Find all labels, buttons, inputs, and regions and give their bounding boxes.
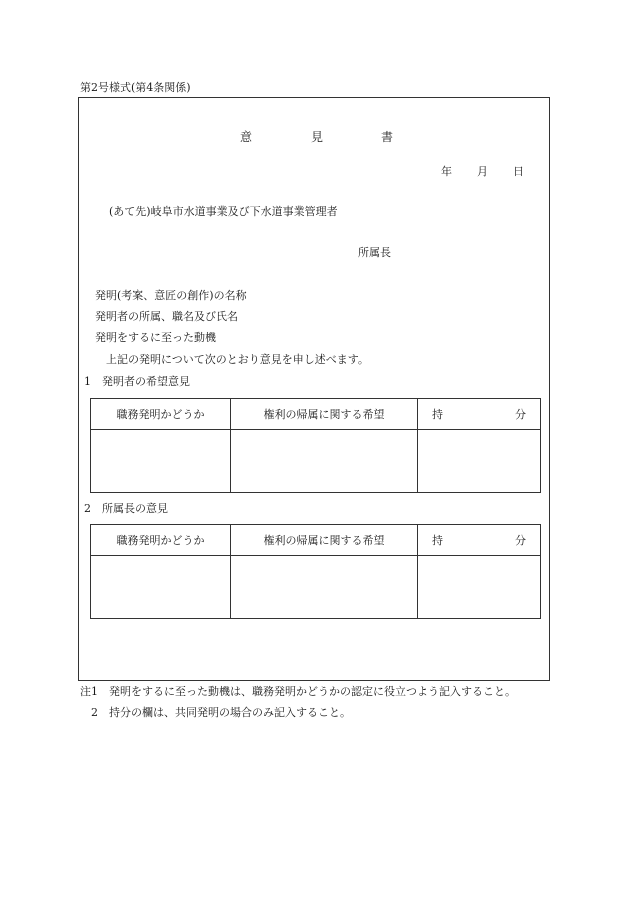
header-rights-attribution: 権利の帰属に関する希望 xyxy=(231,525,418,556)
inventor-opinion-table xyxy=(90,398,541,493)
form-number: 第2号様式(第4条関係) xyxy=(80,81,191,94)
section-1-title: 1 発明者の希望意見 xyxy=(84,375,190,388)
header-rights-attribution: 権利の帰属に関する希望 xyxy=(231,399,418,430)
addressee: (あて先)岐阜市水道事業及び下水道事業管理者 xyxy=(109,205,338,218)
duty-invention-cell[interactable] xyxy=(91,556,231,619)
title-char-3: 書 xyxy=(381,130,394,144)
date-year: 年 xyxy=(441,165,452,178)
supervisor-opinion-table xyxy=(90,524,541,619)
inventor-info-label: 発明者の所属、職名及び氏名 xyxy=(95,310,238,323)
date-month: 月 xyxy=(477,165,488,178)
note-2: 2 持分の欄は、共同発明の場合のみ記入すること。 xyxy=(80,706,351,719)
title-char-2: 見 xyxy=(311,130,324,144)
signer-title: 所属長 xyxy=(358,246,391,259)
share-cell[interactable] xyxy=(418,556,541,619)
header-share xyxy=(418,399,541,430)
share-cell[interactable] xyxy=(418,430,541,493)
rights-attribution-cell[interactable] xyxy=(231,556,418,619)
header-share-left: 持 xyxy=(432,408,443,421)
date-day: 日 xyxy=(513,165,524,178)
motive-label: 発明をするに至った動機 xyxy=(95,331,216,344)
header-duty-invention: 職務発明かどうか xyxy=(91,525,231,556)
header-share-right: 分 xyxy=(515,408,526,421)
header-share-right: 分 xyxy=(515,534,526,547)
header-share xyxy=(418,525,541,556)
invention-name-label: 発明(考案、意匠の創作)の名称 xyxy=(95,289,247,302)
header-duty-invention: 職務発明かどうか xyxy=(91,399,231,430)
intro-text: 上記の発明について次のとおり意見を申し述べます。 xyxy=(106,353,369,366)
duty-invention-cell[interactable] xyxy=(91,430,231,493)
section-2-title: 2 所属長の意見 xyxy=(84,502,168,515)
rights-attribution-cell[interactable] xyxy=(231,430,418,493)
note-1: 注1 発明をするに至った動機は、職務発明かどうかの認定に役立つよう記入すること。 xyxy=(80,685,516,698)
title-char-1: 意 xyxy=(240,130,253,144)
header-share-left: 持 xyxy=(432,534,443,547)
